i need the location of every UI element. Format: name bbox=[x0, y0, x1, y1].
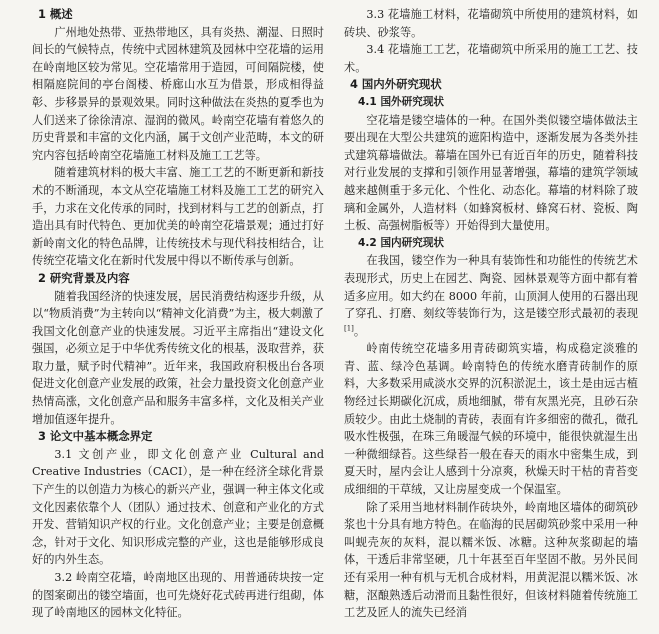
section-2-paragraph-1: 随着我国经济的快速发展，居民消费结构逐步升级，从以“物质消费”为主转向以“精神文化消费”为主，极大刺激了我国文化创意产业的快速发展。习近平主席指出“建设文化强国，必须立足于中华优秀传统文化的根基，汲取营养，获取力量，赋予时代精神”。近年来，我国政府积极出台各项促进文化创意产业发展的政策，社会力量投资文化创意产业热情高涨，文化创意产品和服务丰富多样，文化及相关产业增加值逐年提升。 bbox=[32, 289, 324, 426]
section-3-3-paragraph: 3.3 花墙施工材料，花墙砌筑中所使用的建筑材料，如砖块、砂浆等。 bbox=[344, 8, 638, 39]
left-column bbox=[32, 6, 324, 622]
section-4-2-paragraph-2: 岭南传统空花墙多用青砖砌筑实墙，构成稳定淡雅的青、蓝、绿冷色基调。岭南特色的传统水磨青砖制作的原料，大多数采用咸淡水交界的沉积淤泥土，该土是由远古植物经过长期碳化沉成，质地细腻，带有灰黑光亮，且砂石杂质较少。由此土烧制的青砖，表面有许多细密的微孔，微孔吸水性极强，在珠三角暖湿气候的环境中，能很快就湿生出一种微细绿苔。这些绿苔一般在春天的雨水中密集生成，到夏天时，屋内会让人感到十分凉爽，秋燥天时干枯的青苔变成细细的干草绒，又让房屋变成一个保温室。 bbox=[344, 342, 638, 497]
section-4-1-paragraph: 空花墙是镂空墙体的一种。在国外类似镂空墙体做法主要出现在大型公共建筑的遮阳构造中，逐渐发展为各类外挂式建筑幕墙做法。幕墙在国外已有近百年的历史，随着科技对行业发展的支撑和引领作用显著增强，幕墙的建筑学领域越来越侧重于多元化、个性化、动态化。幕墙的材料除了玻璃和金属外，人造材料（如蜂窝板材、蜂窝石材、瓷板、陶土板、高强树脂板等）开始得到大量使用。 bbox=[344, 113, 638, 233]
section-1-paragraph-2: 随着建筑材料的极大丰富、施工工艺的不断更新和新技术的不断涌现，本文从空花墙施工材料及施工工艺的研究入手，力求在文化传承的同时，找到材料与工艺的创新点，打造出具有时代特色、更加优美的岭南空花墙景观；通过打好新岭南文化的特色品牌，让传统技术与现代科技相结合，让传统空花墙文化在新时代发展中得以不断传承与创新。 bbox=[32, 166, 324, 268]
section-3-2-paragraph: 3.2 岭南空花墙，岭南地区出现的、用普通砖块按一定的图案砌出的镂空墙面，也可先烧好花式砖再进行组砌，体现了岭南地区的园林文化特征。 bbox=[32, 571, 324, 620]
section-3-heading: 3 论文中基本概念界定 bbox=[38, 429, 153, 444]
section-4-heading: 4 国内外研究现状 bbox=[350, 77, 442, 92]
section-4-2-paragraph-1 bbox=[344, 252, 638, 340]
section-4-1-heading: 4.1 国外研究现状 bbox=[358, 95, 445, 108]
section-4-2-paragraph-3: 除了采用当地材料制作砖块外，岭南地区墙体的砌筑砂浆也十分具有地方特色。在临海的民居砌筑砂浆中采用一种叫蚬壳灰的灰料，混以糯米饭、冰糖。这种灰浆砌起的墙体，干透后非常坚硬，几十年甚至百年坚固不散。另外民间还有采用一种有机与无机合成材料，用黄泥混以糯米饭、冰糖，沤酿熟透后动滑而且黏性很好，但该材料随着传统施工工艺及匠人的流失已经消 bbox=[344, 500, 638, 620]
section-3-1-paragraph: 3.1 文创产业，即文化创意产业 Cultural and Creative Industries（CACI），是一种在经济全球化背景下产生的以创造力为核心的新兴产业，强调一种主体文化或文化因素依靠个人（团队）通过技术、创意和产业化的方式开发、营销知识产权的行业。文化创意产业；主要是创意概念，针对于文化、知识形成完整的产业，这也是能够形成良好的内外生态。 bbox=[32, 447, 324, 567]
section-1-heading: 1 概述 bbox=[38, 7, 73, 21]
right-column bbox=[344, 6, 638, 622]
section-1-paragraph-1: 广州地处热带、亚热带地区，具有炎热、潮湿、日照时间长的气候特点，传统中式园林建筑及园林中空花墙的运用在岭南地区较为常见。空花墙常用于造园，可间隔院楼，使相隔庭院间的亭台阁楼、桥廊山水互为借景，形成相得益彰、步移景异的景观效果。同时这种做法在炎热的夏季也为人们送来了徐徐清凉、湿润的微风。岭南空花墙有着悠久的历史背景和丰富的文化内涵，属于文创产业范畴，本文的研究内容包括岭南空花墙施工材料及施工工艺等。 bbox=[32, 25, 324, 162]
section-3-4-paragraph: 3.4 花墙施工工艺，花墙砌筑中所采用的施工工艺、技术。 bbox=[344, 43, 638, 74]
section-4-2-heading: 4.2 国内研究现状 bbox=[358, 236, 445, 249]
paragraph-end: 。 bbox=[353, 324, 366, 338]
section-2-heading: 2 研究背景及内容 bbox=[38, 270, 130, 285]
citation-reference[interactable]: [1] bbox=[344, 323, 354, 332]
paragraph-text: 在我国，镂空作为一种具有装饰性和功能性的传统艺术表现形式，历史上在园艺、陶瓷、园林景观等方面中都有着适多应用。如大约在 8000 年前，山顶洞人使用的石器出现了穿孔、打磨、刻纹等装饰行为，这是镂空形式最初的表现 bbox=[344, 254, 638, 321]
